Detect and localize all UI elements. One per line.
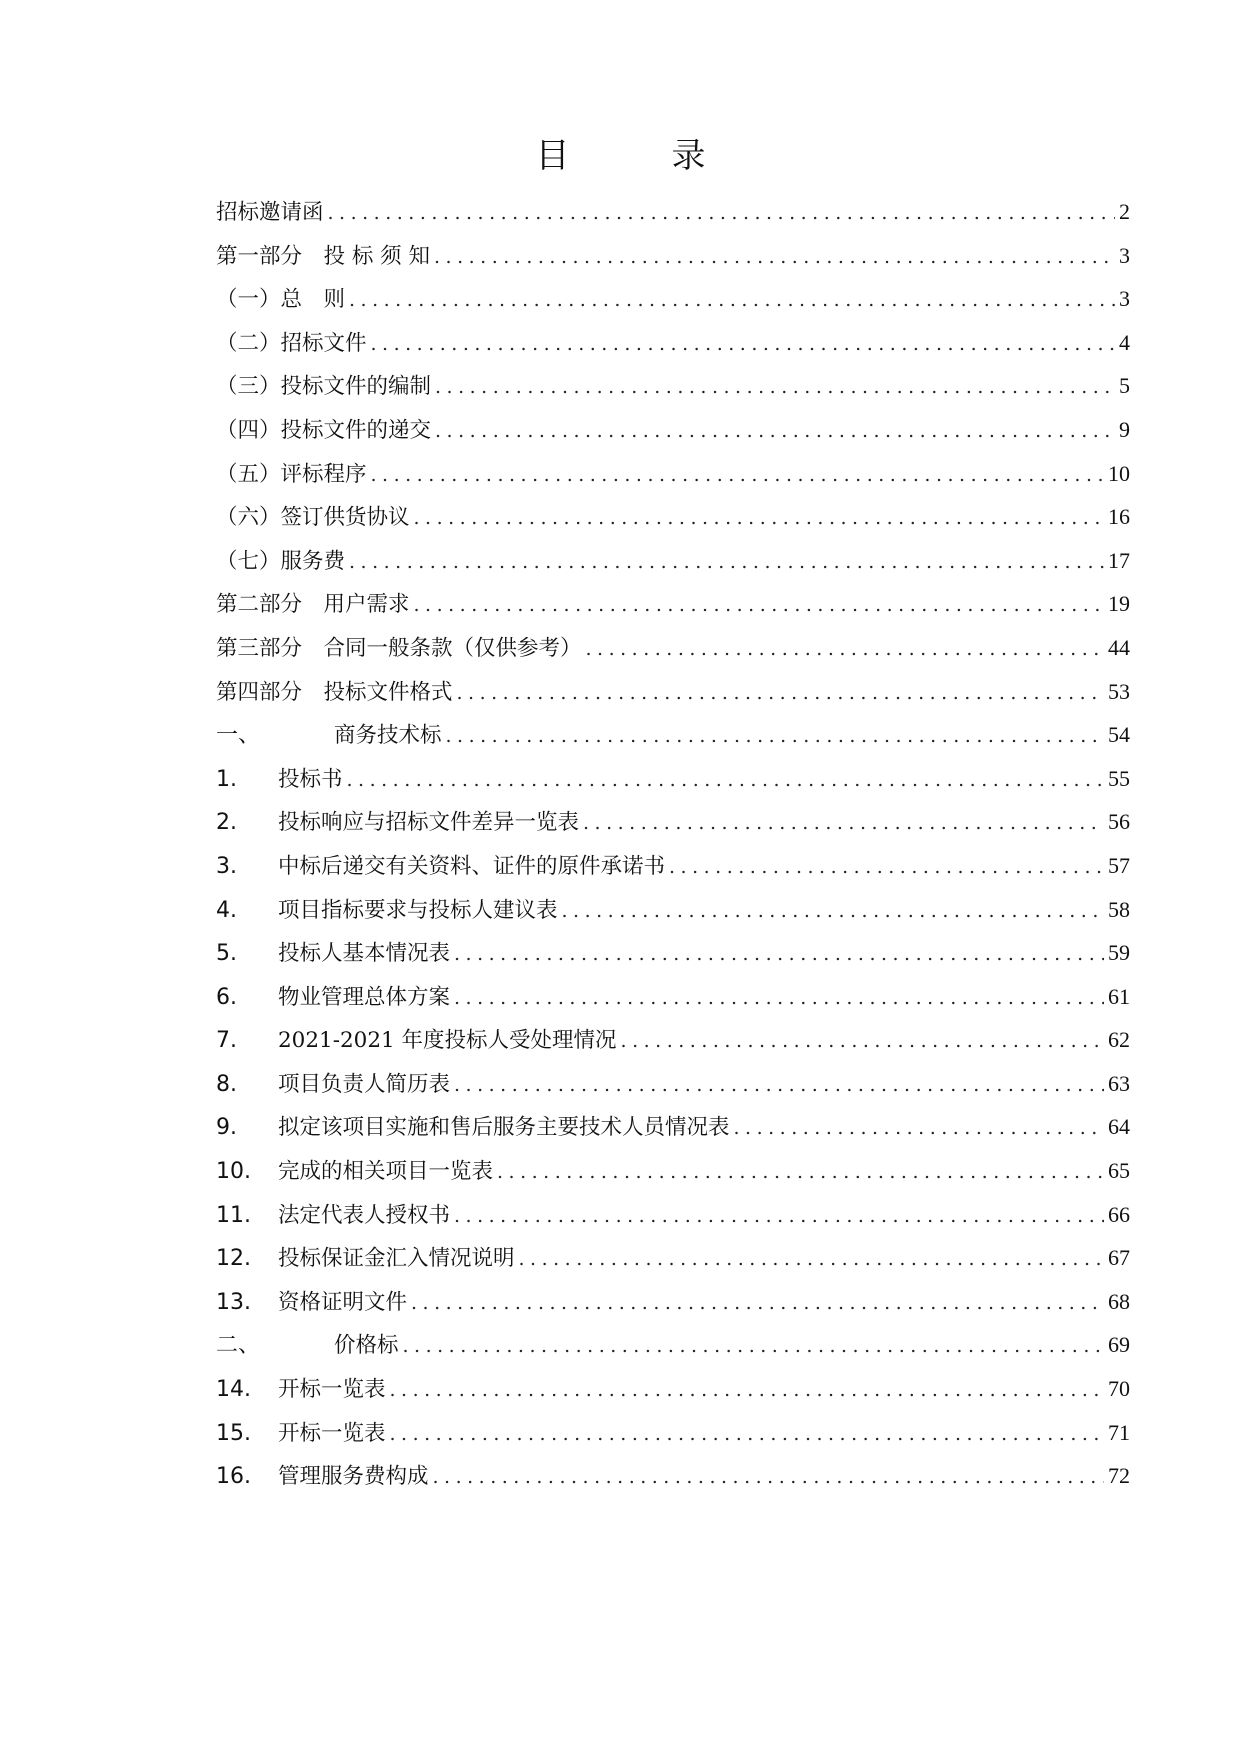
toc-title: 目 录 [535,136,740,176]
toc-entry-text: 项目负责人简历表 [278,1071,451,1097]
toc-entry-text: 项目指标要求与投标人建议表 [278,897,558,923]
toc-entry-text: （二）招标文件 [216,330,367,356]
toc-entry-number: 15. [216,1420,251,1446]
leader-dots [734,1107,1104,1151]
toc-entry-1[interactable] [216,234,1130,278]
toc-page-number: 2 [1119,199,1130,224]
toc-entry-text: （四）投标文件的递交 [216,417,432,443]
leader-dots [519,1238,1104,1282]
toc-entry-text: （一）总 则 [216,287,346,313]
toc-page-number: 10 [1108,460,1130,486]
toc-entry-text: 第一部分 投 标 须 知 [216,243,431,269]
toc-entry-number: 6. [216,984,237,1010]
toc-page-number: 61 [1108,983,1130,1009]
toc-page-number: 19 [1108,591,1130,617]
leader-dots [411,1282,1104,1326]
toc-entry-15[interactable] [216,844,1130,888]
toc-page-number: 16 [1108,504,1130,530]
toc-entry-0[interactable] [216,190,1130,234]
toc-entry-19[interactable] [216,1018,1130,1062]
toc-entry-text: 拟定该项目实施和售后服务主要技术人员情况表 [278,1115,730,1141]
toc-entry-number: 4. [216,897,237,923]
toc-page-number: 66 [1108,1201,1130,1227]
toc-entry-text: 第三部分 合同一般条款（仅供参考） [216,635,582,661]
toc-entry-number: 二、 [216,1333,261,1359]
toc-entry-text: 资格证明文件 [278,1289,408,1315]
toc-entry-3[interactable] [216,321,1130,365]
leader-dots [454,1195,1104,1239]
toc-page-number: 53 [1108,678,1130,704]
toc-entry-4[interactable] [216,364,1130,408]
toc-entry-18[interactable] [216,975,1130,1019]
leader-dots [390,1413,1104,1457]
toc-entry-text: 法定代表人授权书 [278,1202,451,1228]
toc-entry-text: 第四部分 投标文件格式 [216,679,453,705]
leader-dots [414,584,1104,628]
toc-page-number: 64 [1108,1114,1130,1140]
toc-entry-14[interactable] [216,800,1130,844]
leader-dots [328,192,1115,236]
leader-dots [621,1020,1104,1064]
toc-entry-text: 管理服务费构成 [278,1464,429,1490]
toc-entry-12[interactable] [216,713,1130,757]
toc-entry-text: 物业管理总体方案 [278,984,451,1010]
leader-dots [586,628,1104,672]
toc-entry-2[interactable] [216,277,1130,321]
toc-page-number: 56 [1108,809,1130,835]
toc-entry-number: 14. [216,1377,251,1403]
toc-entry-text: （七）服务费 [216,548,346,574]
toc-entry-number: 5. [216,941,237,967]
toc-entry-28[interactable] [216,1411,1130,1455]
toc-entry-17[interactable] [216,931,1130,975]
leader-dots [434,236,1115,280]
toc-page-number: 17 [1108,547,1130,573]
toc-page-number: 3 [1119,286,1130,312]
toc-entry-9[interactable] [216,582,1130,626]
toc-entry-number: 7. [216,1028,237,1054]
toc-page-number: 3 [1119,242,1130,268]
toc-entry-29[interactable] [216,1454,1130,1498]
toc-page-number: 62 [1108,1027,1130,1053]
toc-page-number: 5 [1119,373,1130,399]
toc-entry-13[interactable] [216,757,1130,801]
toc-entry-21[interactable] [216,1105,1130,1149]
leader-dots [562,890,1104,934]
leader-dots [403,1325,1104,1369]
toc-entry-25[interactable] [216,1280,1130,1324]
toc-page-number: 55 [1108,765,1130,791]
leader-dots [446,715,1104,759]
toc-entry-22[interactable] [216,1149,1130,1193]
leader-dots [457,672,1104,716]
toc-entry-text: 第二部分 用户需求 [216,592,410,618]
toc-entry-27[interactable] [216,1367,1130,1411]
toc-entry-number: 一、 [216,723,261,749]
toc-page-number: 70 [1108,1376,1130,1402]
toc-entry-text: （三）投标文件的编制 [216,374,432,400]
toc-entry-number: 13. [216,1289,251,1315]
toc-entry-text: 2021-2021 年度投标人受处理情况 [278,1028,617,1054]
toc-entry-text: 完成的相关项目一览表 [278,1159,494,1185]
toc-entry-8[interactable] [216,539,1130,583]
toc-page-number: 71 [1108,1419,1130,1445]
toc-entry-text: 中标后递交有关资料、证件的原件承诺书 [278,853,666,879]
toc-page-number: 4 [1119,329,1130,355]
toc-entry-11[interactable] [216,670,1130,714]
toc-page-number: 58 [1108,896,1130,922]
toc-entry-number: 11. [216,1202,251,1228]
toc-entry-text: 商务技术标 [334,723,442,749]
leader-dots [347,759,1104,803]
toc-entry-6[interactable] [216,452,1130,496]
toc-page-number: 9 [1119,416,1130,442]
toc-entry-5[interactable] [216,408,1130,452]
toc-entry-text: 开标一览表 [278,1377,386,1403]
leader-dots [349,279,1115,323]
toc-entry-number: 1. [216,766,237,792]
toc-page-number: 72 [1108,1463,1130,1489]
leader-dots [497,1151,1104,1195]
leader-dots [371,323,1115,367]
toc-entry-text: 投标人基本情况表 [278,941,451,967]
leader-dots [435,366,1115,410]
toc-page-number: 68 [1108,1288,1130,1314]
leader-dots [435,410,1115,454]
toc-entry-23[interactable] [216,1193,1130,1237]
leader-dots [349,541,1104,585]
toc-entry-26[interactable] [216,1323,1130,1367]
toc-page-number: 63 [1108,1070,1130,1096]
toc-entry-text: 招标邀请函 [216,200,324,225]
toc-entry-text: 价格标 [334,1333,399,1359]
toc-entry-20[interactable] [216,1062,1130,1106]
leader-dots [371,454,1104,498]
toc-entry-24[interactable] [216,1236,1130,1280]
toc-page-number: 69 [1108,1332,1130,1358]
toc-entry-text: 投标书 [278,766,343,792]
toc-entry-text: （六）签订供货协议 [216,505,410,531]
toc-page-number: 67 [1108,1245,1130,1271]
leader-dots [454,1064,1104,1108]
toc-entry-number: 3. [216,853,237,879]
toc-entry-number: 2. [216,810,237,836]
leader-dots [390,1369,1104,1413]
toc-page-number: 65 [1108,1158,1130,1184]
leader-dots [414,497,1104,541]
toc-page-number: 59 [1108,940,1130,966]
toc-entry-7[interactable] [216,495,1130,539]
leader-dots [583,802,1104,846]
leader-dots [669,846,1104,890]
toc-entry-text: 投标保证金汇入情况说明 [278,1246,515,1272]
leader-dots [433,1456,1104,1500]
toc-entry-text: （五）评标程序 [216,461,367,487]
toc-entry-number: 12. [216,1246,251,1272]
toc-entry-text: 开标一览表 [278,1420,386,1446]
leader-dots [454,977,1104,1021]
toc-entry-text: 投标响应与招标文件差异一览表 [278,810,580,836]
toc-entry-number: 9. [216,1115,237,1141]
toc-entry-number: 10. [216,1159,251,1185]
toc-page-number: 57 [1108,852,1130,878]
toc-page-number: 54 [1108,722,1130,748]
table-of-contents [216,190,1130,1498]
toc-page-number: 44 [1108,634,1130,660]
toc-entry-number: 16. [216,1464,251,1490]
toc-entry-10[interactable] [216,626,1130,670]
toc-entry-number: 8. [216,1071,237,1097]
toc-entry-16[interactable] [216,888,1130,932]
leader-dots [454,933,1104,977]
